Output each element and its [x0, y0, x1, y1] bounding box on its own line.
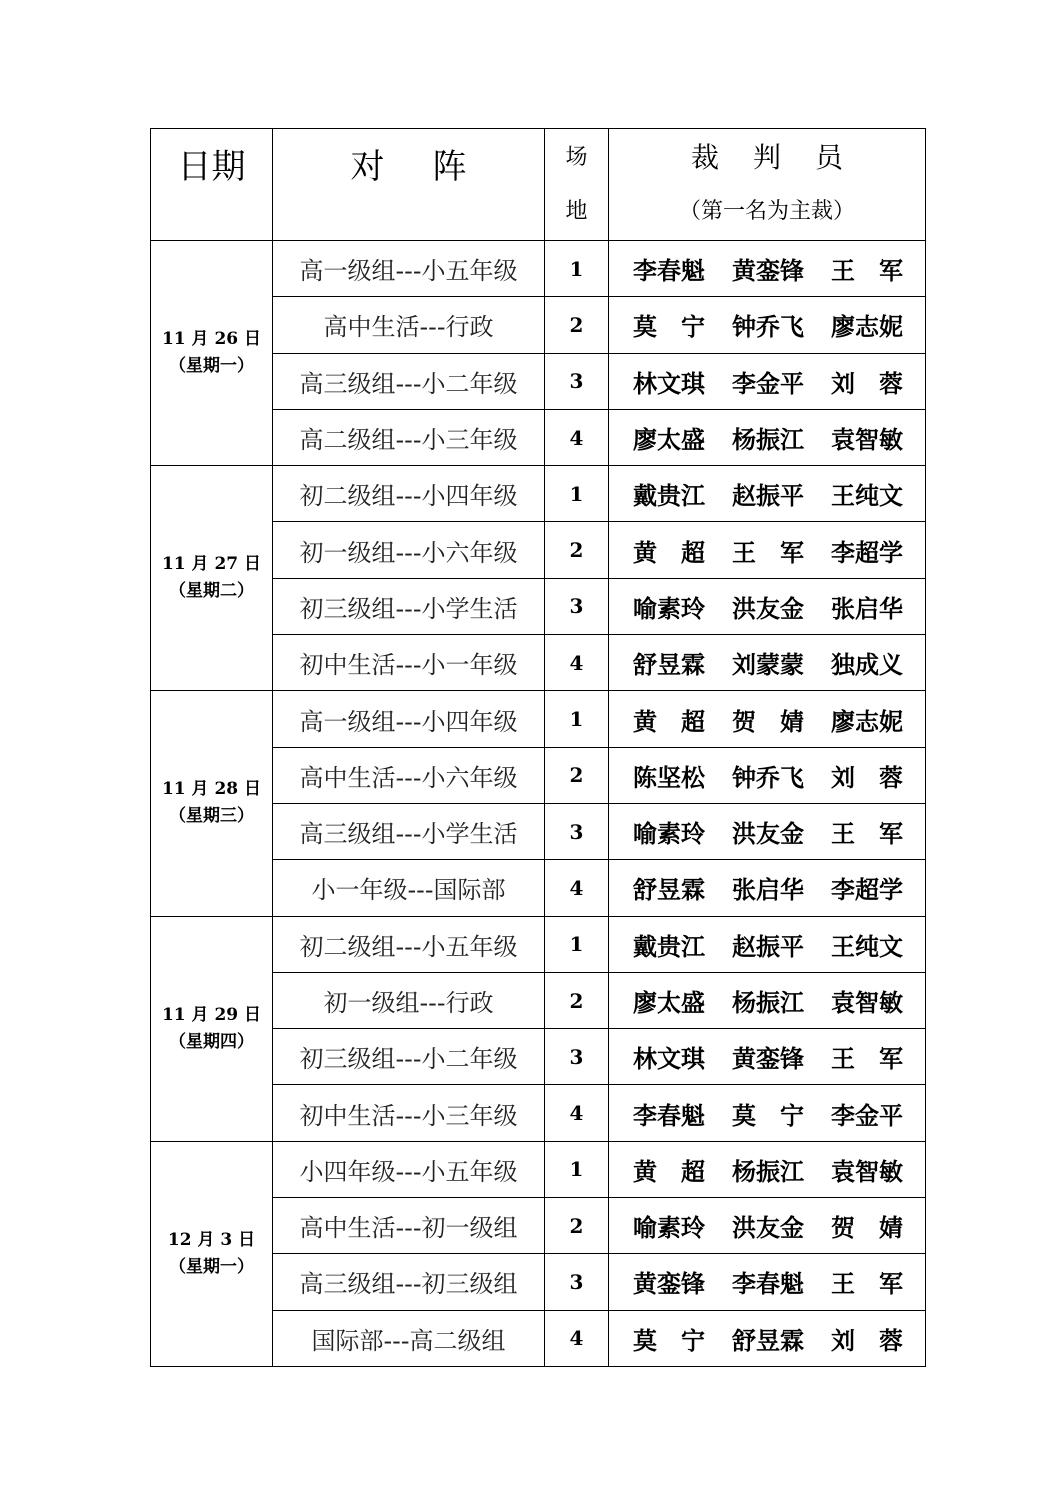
chief-referee-name: 黄 超: [633, 1156, 705, 1186]
header-referee-title: 裁判员: [690, 140, 877, 174]
referee-list: [633, 758, 903, 793]
date-cell: [151, 916, 273, 1141]
weekday-label: （星期二）: [169, 581, 254, 602]
chief-referee-name: 黄銮锋: [633, 1269, 705, 1299]
match-cell: 初中生活---小三年级: [273, 1085, 545, 1141]
referee-name: 舒昱霖: [732, 1325, 804, 1355]
referee-list: [633, 870, 903, 905]
referee-name: 王 军: [732, 537, 804, 567]
referee-list: [633, 1039, 903, 1074]
referee-cell: [609, 1029, 926, 1085]
weekday-label: （星期三）: [169, 806, 254, 827]
referee-cell: [609, 353, 926, 409]
match-cell: 高三级组---小二年级: [273, 353, 545, 409]
court-cell: 1: [545, 241, 609, 297]
match-cell: 高中生活---小六年级: [273, 747, 545, 803]
referee-cell: [609, 691, 926, 747]
referee-name: 钟乔飞: [732, 762, 804, 792]
court-cell: 2: [545, 972, 609, 1028]
referee-name: 黄銮锋: [732, 1044, 804, 1074]
date-cell: [151, 466, 273, 691]
referee-cell: [609, 972, 926, 1028]
referee-cell: [609, 1141, 926, 1197]
chief-referee-name: 戴贵江: [633, 481, 705, 511]
referee-list: [633, 364, 903, 399]
referee-cell: [609, 860, 926, 916]
referee-name: 王 军: [831, 1269, 903, 1299]
referee-list: [633, 1152, 903, 1187]
referee-cell: [609, 409, 926, 465]
match-cell: 初三级组---小二年级: [273, 1029, 545, 1085]
court-cell: 3: [545, 1254, 609, 1310]
referee-name: 王 军: [831, 819, 903, 849]
match-cell: 高中生活---行政: [273, 297, 545, 353]
referee-cell: [609, 578, 926, 634]
match-cell: 初三级组---小学生活: [273, 578, 545, 634]
court-cell: 1: [545, 691, 609, 747]
chief-referee-name: 舒昱霖: [633, 875, 705, 905]
match-cell: 初二级组---小五年级: [273, 916, 545, 972]
date-cell: [151, 691, 273, 916]
match-cell: 初二级组---小四年级: [273, 466, 545, 522]
referee-name: 杨振江: [732, 1156, 804, 1186]
table-row: [151, 1141, 926, 1197]
referee-name: 杨振江: [732, 988, 804, 1017]
referee-list: [633, 533, 903, 568]
chief-referee-name: 廖太盛: [633, 425, 705, 455]
match-cell: 高二级组---小三年级: [273, 409, 545, 465]
date-label: 11 月 26 日: [161, 329, 262, 350]
referee-name: 贺 婧: [831, 1213, 903, 1243]
chief-referee-name: 喻素玲: [633, 593, 705, 623]
referee-cell: [609, 1085, 926, 1141]
date-label: 11 月 27 日: [161, 554, 262, 575]
match-cell: 初一级组---行政: [273, 972, 545, 1028]
weekday-label: （星期一）: [169, 1256, 254, 1277]
table-row: [151, 241, 926, 297]
match-cell: 高一级组---小四年级: [273, 691, 545, 747]
match-cell: 初一级组---小六年级: [273, 522, 545, 578]
referee-name: 李金平: [831, 1100, 903, 1130]
court-cell: 2: [545, 297, 609, 353]
referee-cell: [609, 635, 926, 691]
chief-referee-name: 舒昱霖: [633, 650, 705, 680]
referee-list: [633, 420, 903, 455]
weekday-label: （星期四）: [169, 1031, 254, 1052]
chief-referee-name: 李春魁: [633, 1100, 705, 1130]
referee-name: 李金平: [732, 368, 804, 398]
referee-name: 赵振平: [732, 931, 804, 961]
court-cell: 4: [545, 635, 609, 691]
referee-list: [633, 589, 903, 624]
referee-name: 洪友金: [732, 819, 804, 849]
court-cell: 3: [545, 1029, 609, 1085]
court-cell: 2: [545, 1198, 609, 1254]
referee-list: [633, 927, 903, 962]
referee-name: 李超学: [831, 537, 903, 567]
header-date: 日期: [151, 129, 273, 241]
match-cell: 高三级组---初三级组: [273, 1254, 545, 1310]
schedule-table: [150, 128, 926, 1367]
match-cell: 高一级组---小五年级: [273, 241, 545, 297]
chief-referee-name: 林文琪: [633, 368, 705, 398]
header-court-bottom: 地: [565, 198, 588, 224]
referee-name: 贺 婧: [732, 706, 804, 736]
court-cell: 4: [545, 409, 609, 465]
referee-name: 王 军: [831, 256, 903, 286]
referee-name: 刘 蓉: [831, 1325, 903, 1355]
chief-referee-name: 黄 超: [633, 706, 705, 736]
referee-name: 袁智敏: [831, 988, 903, 1017]
referee-name: 张启华: [732, 875, 804, 905]
referee-name: 洪友金: [732, 1213, 804, 1243]
chief-referee-name: 莫 宁: [633, 312, 705, 342]
chief-referee-name: 黄 超: [633, 537, 705, 567]
referee-cell: [609, 747, 926, 803]
referee-name: 莫 宁: [732, 1100, 804, 1130]
header-referee-note: （第一名为主裁）: [678, 198, 855, 224]
chief-referee-name: 莫 宁: [633, 1325, 705, 1355]
referee-name: 廖志妮: [831, 312, 903, 342]
court-cell: 3: [545, 353, 609, 409]
table-row: [151, 466, 926, 522]
table-row: [151, 916, 926, 972]
match-cell: 小四年级---小五年级: [273, 1141, 545, 1197]
court-cell: 1: [545, 466, 609, 522]
referee-cell: [609, 241, 926, 297]
referee-cell: [609, 1254, 926, 1310]
chief-referee-name: 廖太盛: [633, 988, 705, 1017]
court-cell: 2: [545, 747, 609, 803]
match-cell: 国际部---高二级组: [273, 1310, 545, 1366]
court-cell: 4: [545, 1310, 609, 1366]
referee-list: [633, 983, 903, 1018]
referee-name: 洪友金: [732, 593, 804, 623]
referee-name: 王 军: [831, 1044, 903, 1074]
header-match: 对阵: [273, 129, 545, 241]
referee-list: [633, 702, 903, 737]
referee-list: [633, 1096, 903, 1131]
match-cell: 高三级组---小学生活: [273, 803, 545, 859]
referee-list: [633, 1208, 903, 1243]
referee-name: 李春魁: [732, 1269, 804, 1299]
referee-name: 王纯文: [831, 931, 903, 961]
date-label: 11 月 28 日: [161, 779, 262, 800]
referee-name: 张启华: [831, 593, 903, 623]
referee-name: 刘蒙蒙: [732, 650, 804, 680]
referee-name: 独成义: [831, 650, 903, 680]
referee-cell: [609, 466, 926, 522]
court-cell: 2: [545, 522, 609, 578]
court-cell: 3: [545, 803, 609, 859]
referee-name: 刘 蓉: [831, 762, 903, 792]
chief-referee-name: 李春魁: [633, 256, 705, 286]
referee-name: 黄銮锋: [732, 256, 804, 286]
court-cell: 1: [545, 916, 609, 972]
referee-cell: [609, 1310, 926, 1366]
referee-name: 李超学: [831, 875, 903, 905]
referee-name: 廖志妮: [831, 706, 903, 736]
match-cell: 小一年级---国际部: [273, 860, 545, 916]
referee-name: 杨振江: [732, 425, 804, 455]
referee-cell: [609, 916, 926, 972]
date-cell: [151, 241, 273, 466]
court-cell: 1: [545, 1141, 609, 1197]
referee-list: [633, 645, 903, 680]
court-cell: 4: [545, 860, 609, 916]
referee-list: [633, 1321, 903, 1356]
chief-referee-name: 陈坚松: [633, 762, 705, 792]
match-cell: 初中生活---小一年级: [273, 635, 545, 691]
referee-cell: [609, 803, 926, 859]
date-label: 11 月 29 日: [161, 1004, 262, 1025]
match-cell: 高中生活---初一级组: [273, 1198, 545, 1254]
referee-name: 赵振平: [732, 481, 804, 511]
court-cell: 4: [545, 1085, 609, 1141]
table-row: [151, 691, 926, 747]
referee-list: [633, 1264, 903, 1299]
schedule-body: [151, 241, 926, 1367]
header-court: [545, 129, 609, 241]
date-label: 12 月 3 日: [167, 1229, 256, 1250]
referee-cell: [609, 297, 926, 353]
referee-list: [633, 814, 903, 849]
chief-referee-name: 林文琪: [633, 1044, 705, 1074]
referee-cell: [609, 522, 926, 578]
header-referee: [609, 129, 926, 241]
chief-referee-name: 喻素玲: [633, 1213, 705, 1243]
referee-cell: [609, 1198, 926, 1254]
referee-list: [633, 307, 903, 342]
referee-name: 袁智敏: [831, 425, 903, 455]
chief-referee-name: 喻素玲: [633, 819, 705, 849]
referee-name: 钟乔飞: [732, 312, 804, 342]
weekday-label: （星期一）: [169, 356, 254, 377]
header-court-top: 场: [565, 144, 588, 170]
referee-list: [633, 251, 903, 286]
chief-referee-name: 戴贵江: [633, 931, 705, 961]
referee-name: 刘 蓉: [831, 368, 903, 398]
referee-name: 王纯文: [831, 481, 903, 511]
referee-name: 袁智敏: [831, 1156, 903, 1186]
header-row: [151, 129, 926, 241]
date-cell: [151, 1141, 273, 1366]
court-cell: 3: [545, 578, 609, 634]
referee-list: [633, 476, 903, 511]
